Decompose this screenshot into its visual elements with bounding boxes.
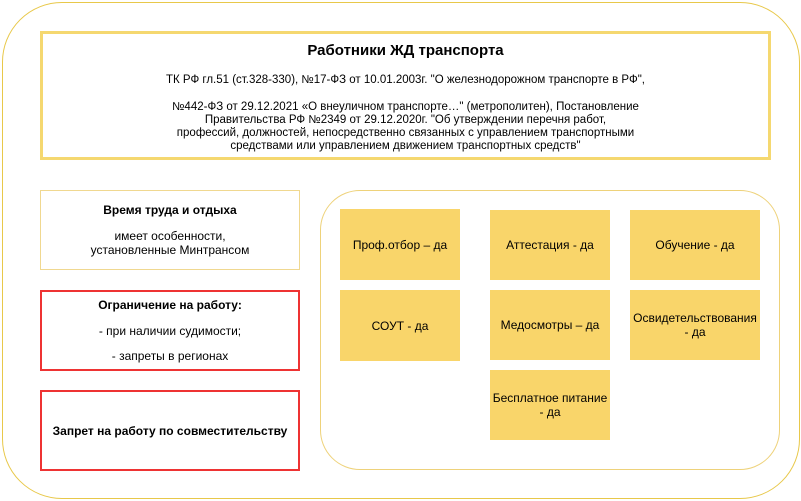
work-rest-text-2: установленные Минтрансом: [90, 243, 250, 257]
restriction-title: Ограничение на работу:: [98, 298, 242, 312]
header-law-line-2: №442-ФЗ от 29.12.2021 «О внеуличном транспорте…" (метрополитен), Постановление Правительства РФ №2349 от 29.12.2020г. "Об утверждении перечня работ, профессий, должностей, непосредственно связанных с управлением транспортными средствами или управлением движением транспортных средств": [172, 101, 639, 152]
header-title: Работники ЖД транспорта: [307, 42, 504, 59]
work-rest-box: [40, 190, 300, 270]
requirement-medical-checkups: Медосмотры – да: [490, 290, 610, 360]
part-time-ban-box: [40, 390, 300, 471]
header-box: [40, 31, 771, 160]
work-rest-text-1: имеет особенности,: [114, 229, 226, 243]
requirement-examinations: Освидетельствования - да: [630, 290, 760, 360]
requirement-free-meals: Бесплатное питание - да: [490, 370, 610, 440]
requirement-training: Обучение - да: [630, 210, 760, 280]
restriction-item-criminal-record: - при наличии судимости;: [98, 324, 242, 338]
restriction-item-regions: - запреты в регионах: [111, 349, 229, 363]
work-rest-title: Время труда и отдыха: [103, 203, 237, 217]
restriction-box: [40, 290, 300, 371]
requirement-attestation: Аттестация - да: [490, 210, 610, 280]
requirement-prof-selection: Проф.отбор – да: [340, 209, 460, 280]
part-time-ban-title: Запрет на работу по совместительству: [52, 423, 288, 438]
header-law-line-1: ТК РФ гл.51 (ст.328-330), №17-ФЗ от 10.01.2003г. "О железнодорожном транспорте в РФ",: [166, 74, 645, 86]
requirement-sout: СОУТ - да: [340, 290, 460, 361]
